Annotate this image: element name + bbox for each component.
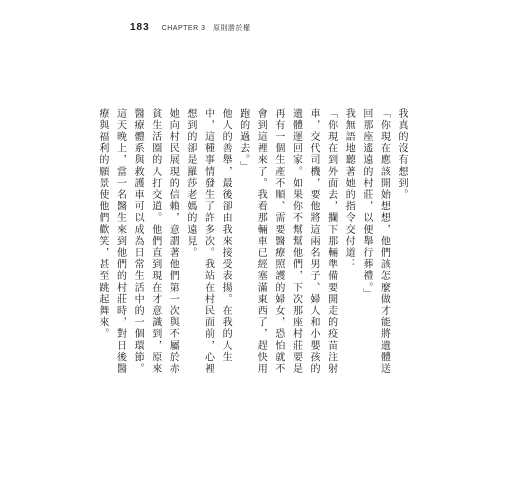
- chapter-title: CHAPTER 3 原則勝於權: [161, 25, 251, 32]
- paragraph: 「你現在應該開始想想，他們該怎麼做才能將遺體送回那座遙遠的村莊，以便舉行葬禮。」: [360, 108, 390, 375]
- paragraph: 「你現在到外面去，攔下那輛準備要開走的疫苗注射車，交代司機，要他將這兩名男子、婦人和小嬰孩的遺體運回家。如果你不幫幫他們，下次那座村莊要是再有一個生產不順、需要醫療照護的婦女，恐怕就不會到這裡來了。我看那輛車已經塞滿東西了，趕快用跑的過去。」: [237, 108, 337, 375]
- page-number: 183: [130, 22, 150, 33]
- vertical-body-text: [96, 108, 410, 378]
- page-header: [130, 22, 250, 33]
- paragraph: 他人的善舉，最後卻由我來接受表揚。在我的人生中，這種事情發生了許多次。我站在村民面前，心裡想到的卻是羅莎老媽的遠見。: [184, 108, 232, 375]
- paragraph: 她向村民展現的信賴，意謂著他們第一次與不屬於赤貧生活圈的人打交道。他們直到現在才意識到，原來醫療體系與救護車可以成為日常生活中的一個環節。這天晚上，當一名醫生來到他們的村莊時，對日後醫療與福利的願景使他們歡笑，甚至跳起舞來。: [96, 108, 179, 375]
- paragraph: 我真的沒有想到。: [396, 108, 407, 201]
- paragraph: 我無語地聽著她的指令交付道：: [343, 108, 355, 271]
